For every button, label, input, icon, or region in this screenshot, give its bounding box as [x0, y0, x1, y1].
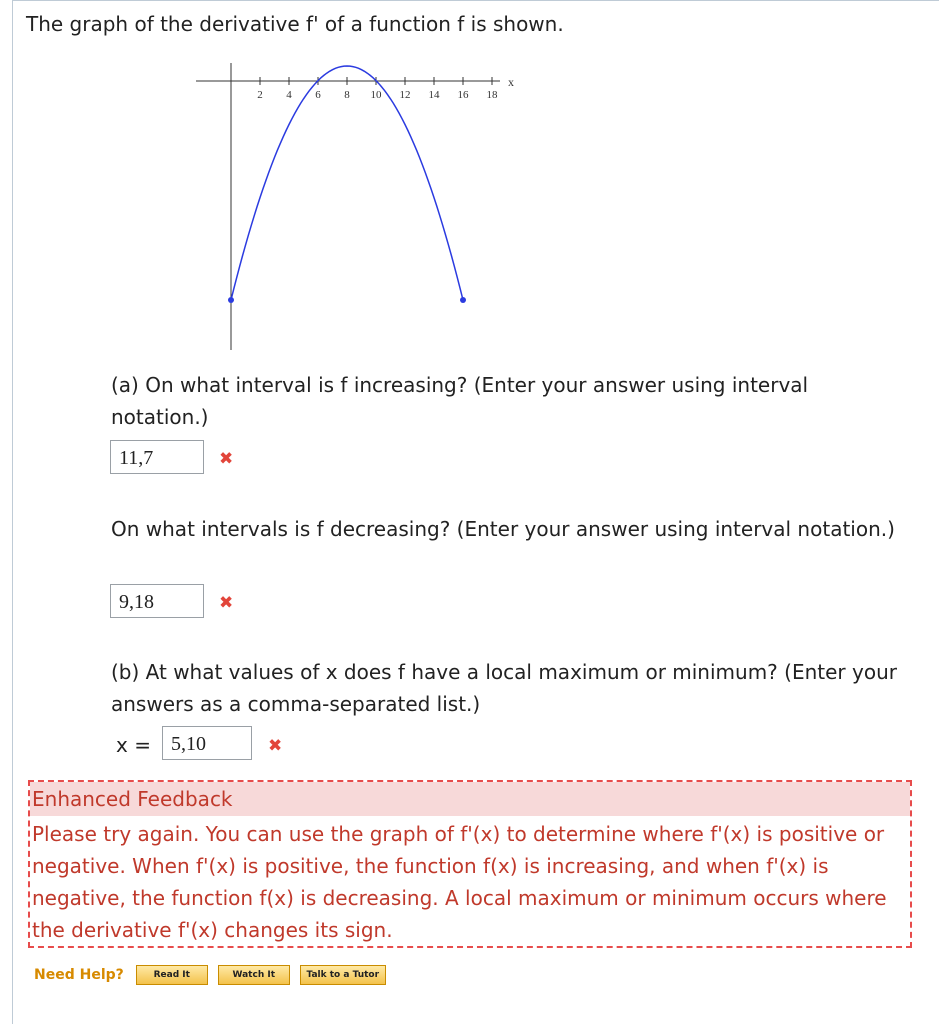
- x-axis-label: x: [508, 75, 514, 89]
- talk-to-tutor-button[interactable]: Talk to a Tutor: [300, 965, 386, 985]
- x-tick-label: 6: [315, 89, 321, 101]
- need-help-bar: [34, 964, 396, 986]
- extrema-answer-input[interactable]: 5,10: [162, 726, 252, 760]
- question-intro: The graph of the derivative f' of a function f is shown.: [26, 12, 564, 36]
- feedback-title: Enhanced Feedback: [30, 782, 910, 816]
- x-tick-label: 18: [486, 89, 498, 101]
- watch-it-button[interactable]: Watch It: [218, 965, 290, 985]
- decreasing-question: On what intervals is f decreasing? (Enter your answer using interval notation.): [111, 517, 895, 541]
- incorrect-icon: ✖: [219, 593, 234, 613]
- curve-left-endpoint: [228, 297, 234, 303]
- enhanced-feedback-box: [28, 780, 912, 948]
- x-tick-label: 16: [457, 89, 469, 101]
- x-tick-label: 2: [257, 89, 263, 101]
- x-tick-label: 4: [286, 89, 292, 101]
- x-tick-label: 10: [370, 89, 382, 101]
- extrema-question: (b) At what values of x does f have a local maximum or minimum? (Enter your answers as a comma-separated list.): [111, 660, 897, 716]
- increasing-question: (a) On what interval is f increasing? (Enter your answer using interval notation.): [111, 373, 809, 429]
- decreasing-answer-input[interactable]: 9,18: [110, 584, 204, 618]
- panel-top-border: [12, 0, 939, 1]
- curve-right-endpoint: [460, 297, 466, 303]
- x-tick-label: 8: [344, 89, 350, 101]
- need-help-label: Need Help?: [34, 967, 124, 983]
- x-tick-label: 12: [399, 89, 411, 101]
- x-axis-tick-labels: [257, 89, 498, 101]
- x-equals-label: x =: [116, 733, 151, 757]
- read-it-button[interactable]: Read It: [136, 965, 208, 985]
- incorrect-icon: ✖: [219, 449, 234, 469]
- increasing-answer-input[interactable]: 11,7: [110, 440, 204, 474]
- derivative-graph: [190, 58, 530, 358]
- x-tick-label: 14: [428, 89, 440, 101]
- panel-left-border: [12, 0, 13, 1024]
- incorrect-icon: ✖: [268, 736, 283, 756]
- feedback-text: Please try again. You can use the graph of f'(x) to determine where f'(x) is positive or negative. When f'(x) is positive, the function f(x) is increasing, and when f'(x) is negative, the function f(x) is decreasing. A local maximum or minimum occurs where the derivative f'(x) changes its sign.: [32, 822, 887, 942]
- derivative-curve: [231, 66, 463, 300]
